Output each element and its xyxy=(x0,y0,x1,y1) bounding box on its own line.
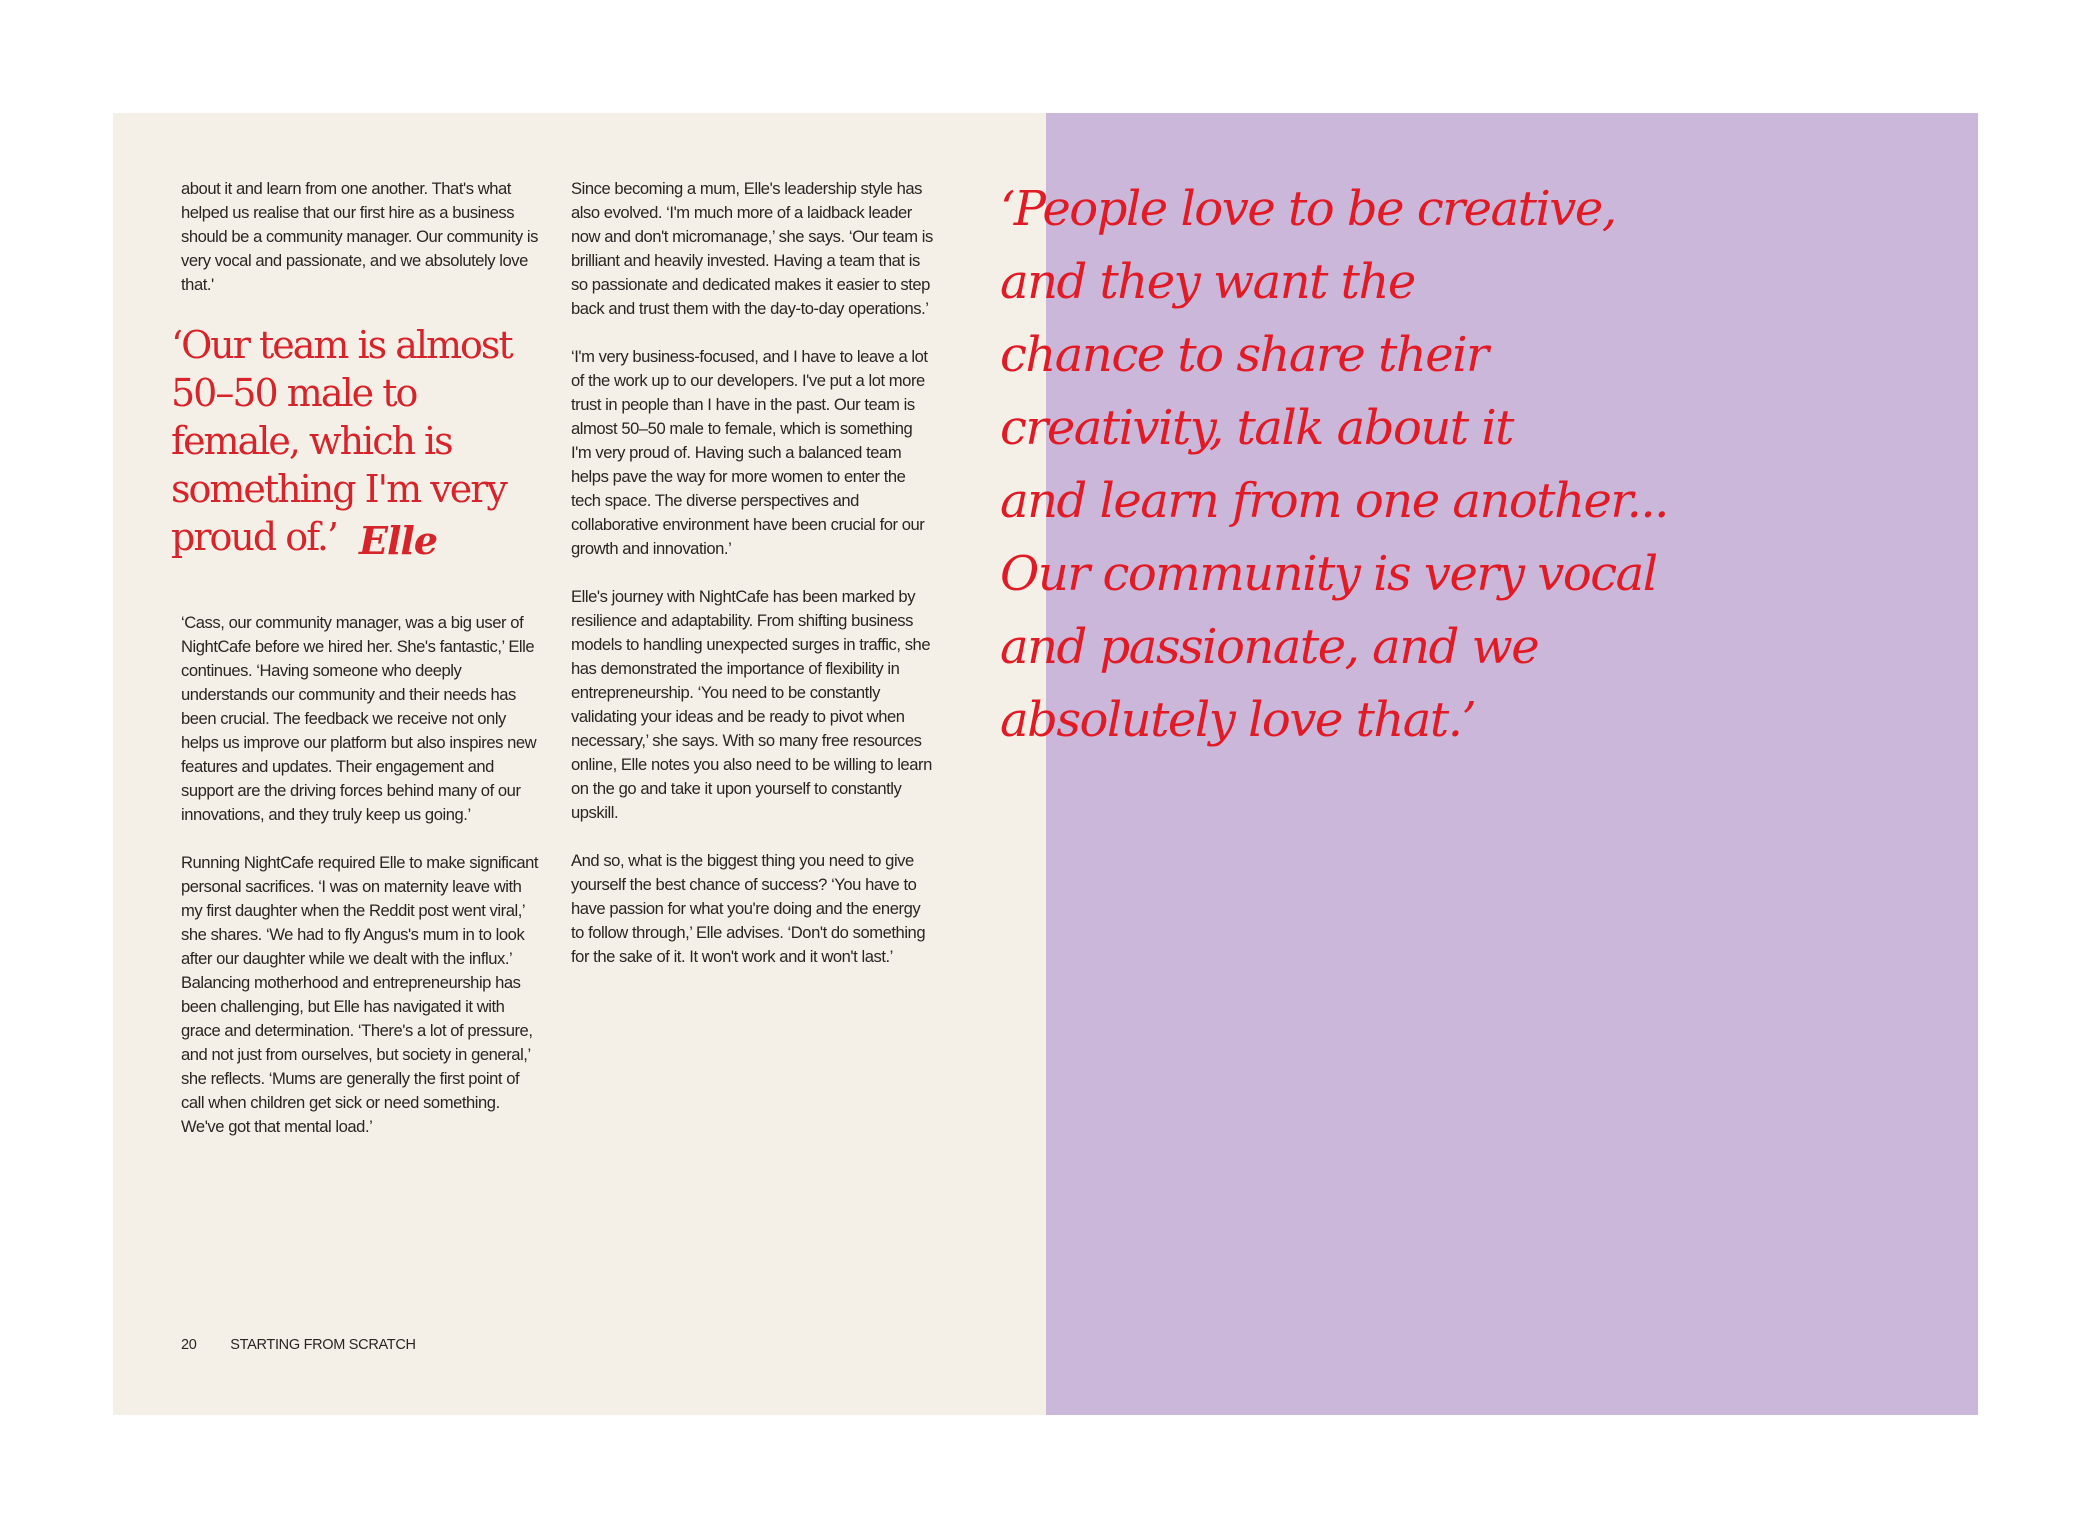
page-number: 20 xyxy=(181,1337,197,1353)
paragraph: Running NightCafe required Elle to make significant personal sacrifices. ‘I was on maternity leave with my first daughter when the Reddit post went viral,’ she shares. ‘We had to fly Angus's mum in to look after our daughter while we dealt with the influx.’ Balancing motherhood and entrepreneurship has been challenging, but Elle has navigated it with grace and determination. ‘There's a lot of pressure, and not just from ourselves, but society in general,’ she reflects. ‘Mums are generally the first point of call when children get sick or need something. We've got that mental load.’ xyxy=(181,853,539,1136)
paragraph: ‘Cass, our community manager, was a big user of NightCafe before we hired her. She's fantastic,’ Elle continues. ‘Having someone who deeply understands our community and their needs has been crucial. The feedback we receive not only helps us improve our platform but also inspires new features and updates. Their engagement and support are the driving forces behind many of our innovations, and they truly keep us going.’ xyxy=(181,613,537,824)
text-column-right xyxy=(571,177,936,993)
handwritten-line: Our community is very vocal xyxy=(1000,546,1657,602)
paragraph: Elle's journey with NightCafe has been marked by resilience and adaptability. From shifting business models to handling unexpected surges in traffic, she has demonstrated the importance of flexibility in entrepreneurship. ‘You need to be constantly validating your ideas and be ready to pivot when necessary,’ she says. With so many free resources online, Elle notes you also need to be willing to learn on the go and take it upon yourself to constantly upskill. xyxy=(571,587,932,822)
handwritten-line: and they want the xyxy=(1000,254,1415,310)
handwritten-line: chance to share their xyxy=(1000,327,1488,383)
page-footer xyxy=(181,1337,416,1353)
pull-quote xyxy=(171,321,546,565)
section-title: STARTING FROM SCRATCH xyxy=(230,1337,416,1353)
pull-quote-signature: Elle xyxy=(359,518,438,563)
paragraph: ‘I'm very business-focused, and I have to leave a lot of the work up to our developers. I've put a lot more trust in people than I have in the past. Our team is almost 50–50 male to female, which is something I'm very proud of. Having such a balanced team helps pave the way for more women to enter the tech space. The diverse perspectives and collaborative environment have been crucial for our growth and innovation.’ xyxy=(571,347,928,558)
handwritten-line: and passionate, and we xyxy=(1000,619,1539,675)
handwritten-line: creativity, talk about it xyxy=(1000,400,1513,456)
left-page xyxy=(113,113,1046,1415)
handwritten-line: and learn from one another... xyxy=(1000,473,1668,529)
handwritten-quote xyxy=(1000,173,1870,757)
handwritten-line: ‘People love to be creative, xyxy=(1000,181,1616,237)
paragraph: And so, what is the biggest thing you need to give yourself the best chance of success? ‘You have to have passion for what you're doing and the energy to follow through,’ Elle advises. ‘Don't do something for the sake of it. It won't work and it won't last.’ xyxy=(571,851,926,966)
pull-quote-text: ‘Our team is almost 50–50 male to female, which is something I'm very proud of.’ xyxy=(171,323,512,559)
text-column-left xyxy=(171,177,546,1163)
paragraph: about it and learn from one another. That's what helped us realise that our first hire as a business should be a community manager. Our community is very vocal and passionate, and we absolutely love that.' xyxy=(181,179,538,294)
paragraph: Since becoming a mum, Elle's leadership style has also evolved. ‘I'm much more of a laidback leader now and don't micromanage,’ she says. ‘Our team is brilliant and heavily invested. Having a team that is so passionate and dedicated makes it easier to step back and trust them with the day-to-day operations.’ xyxy=(571,179,933,318)
handwritten-line: absolutely love that.’ xyxy=(1000,692,1476,748)
